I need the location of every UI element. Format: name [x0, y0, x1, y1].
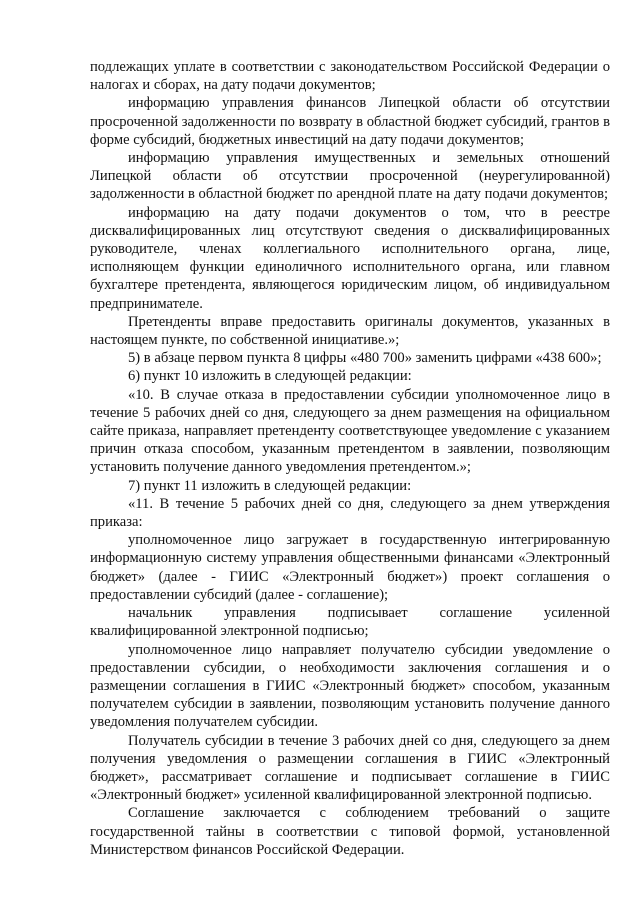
paragraph: «11. В течение 5 рабочих дней со дня, следующего за днем утверждения приказа: [90, 495, 610, 531]
paragraph: 7) пункт 11 изложить в следующей редакции: [128, 477, 412, 494]
paragraph: Соглашение заключается с соблюдением требований о защите государственной тайны в соответствии с типовой формой, установленной Министерством финансов Российской Федерации. [90, 805, 610, 858]
paragraph: 5) в абзаце первом пункта 8 цифры «480 700» заменить цифрами «438 600»; [128, 350, 602, 367]
paragraph: информацию управления финансов Липецкой области об отсутствии просроченной задолженности по возврату в областной бюджет субсидий, грантов в форме субсидий, бюджетных инвестиций на дату подачи документов; [90, 95, 610, 148]
paragraph: «10. В случае отказа в предоставлении субсидии уполномоченное лицо в течение 5 рабочих дней со дня, следующего за днем размещения на официальном сайте приказа, направляет претенденту соответствующее уведомление с указанием причин отказа способом, указанным претендентом в заявлении, позволяющим установить получение данного уведомления претендентом.»; [90, 386, 610, 476]
paragraph: Получатель субсидии в течение 3 рабочих дней со дня, следующего за днем получения уведомления о размещении соглашения в ГИИС «Электронный бюджет», рассматривает соглашение и подписывает соглашение в ГИИС «Электронный бюджет» усиленной квалифицированной электронной подписью. [90, 732, 610, 804]
paragraph: информацию на дату подачи документов о том, что в реестре дисквалифицированных лиц отсутствуют сведения о дисквалифицированных руководителе, членах коллегиального исполнительного органа, лице, исполняющем функции единоличного исполнительного органа, или главном бухгалтере претендента, являющегося юридическим лицом, об индивидуальном предпринимателе. [90, 204, 610, 312]
paragraph: Претенденты вправе предоставить оригиналы документов, указанных в настоящем пункте, по собственной инициативе.»; [90, 313, 610, 349]
paragraph: подлежащих уплате в соответствии с законодательством Российской Федерации о налогах и сборах, на дату подачи документов; [90, 59, 610, 94]
paragraph: уполномоченное лицо направляет получателю субсидии уведомление о предоставлении субсидии, о необходимости заключения соглашения и о размещении соглашения в ГИИС «Электронный бюджет» способом, указанным получателем субсидии в заявлении, позволяющим установить получение данного уведомления получателем субсидии. [90, 641, 610, 731]
paragraph: начальник управления подписывает соглашение усиленной квалифицированной электронной подписью; [90, 605, 610, 640]
document-body [90, 58, 610, 859]
paragraph: уполномоченное лицо загружает в государственную интегрированную информационную систему управления общественными финансами «Электронный бюджет» (далее - ГИИС «Электронный бюджет») проект соглашения о предоставлении субсидий (далее - соглашение); [90, 532, 610, 603]
paragraph: информацию управления имущественных и земельных отношений Липецкой области об отсутствии просроченной (неурегулированной) задолженности в областной бюджет по арендной плате на дату подачи документов; [90, 150, 610, 203]
paragraph: 6) пункт 10 изложить в следующей редакции: [128, 368, 412, 385]
